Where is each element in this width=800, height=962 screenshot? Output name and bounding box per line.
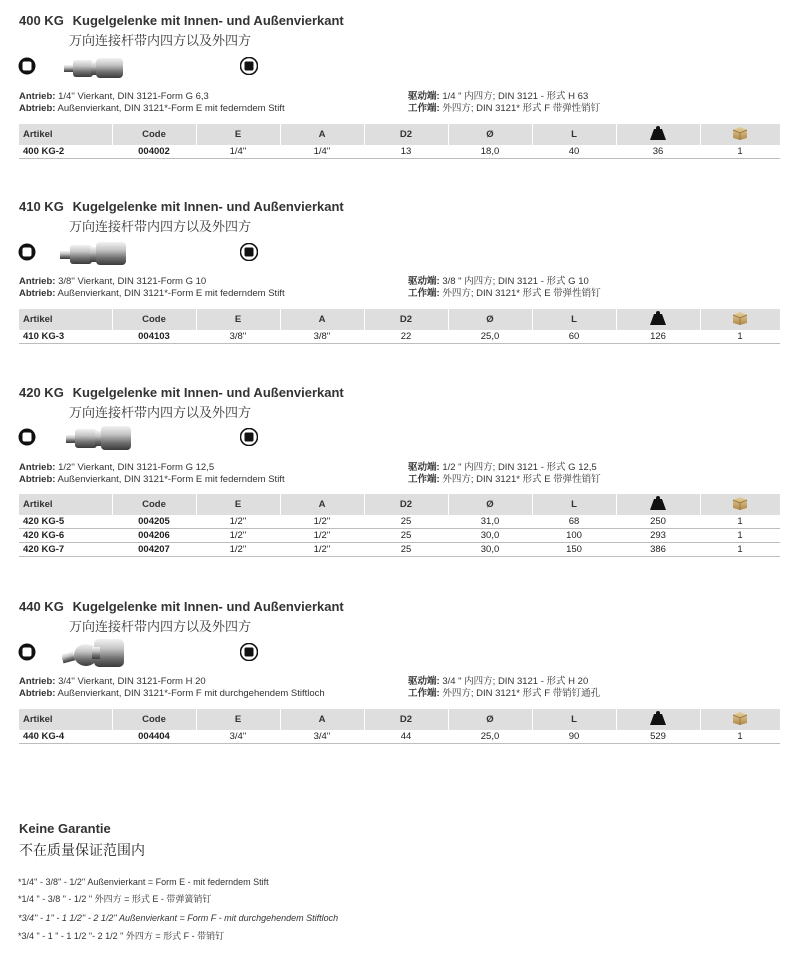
section-heading: Kugelgelenke mit Innen- und Außenvierkant [72, 199, 344, 214]
header-col-a: A [280, 309, 364, 330]
header-col-a: A [280, 709, 364, 730]
col-code: 004002 [112, 145, 196, 159]
antrieb-label: Antrieb: [19, 276, 56, 287]
col-weight: 386 [616, 543, 700, 557]
col-diameter: 18,0 [448, 145, 532, 159]
cn-drive-label: 驱动端: [408, 276, 440, 287]
cn-work-label: 工作端: [408, 103, 440, 114]
model-number: 420 KG [19, 385, 64, 400]
col-length: 90 [532, 730, 616, 744]
col-a: 1/4'' [280, 145, 364, 159]
header-col-artikel: Artikel [19, 124, 112, 145]
col-quantity: 1 [700, 330, 780, 344]
antrieb-label: Antrieb: [19, 462, 56, 473]
drive-description-cn [408, 676, 600, 700]
spec-table [19, 494, 780, 557]
col-e: 3/4'' [196, 730, 280, 744]
header-col-d2: D2 [364, 124, 448, 145]
table-row [19, 515, 780, 529]
abtrieb-label: Abtrieb: [19, 288, 56, 299]
model-number: 440 KG [19, 599, 64, 614]
header-col-artikel: Artikel [19, 709, 112, 730]
col-artikel: 410 KG-3 [19, 330, 112, 344]
abtrieb-label: Abtrieb: [19, 474, 56, 485]
col-a: 3/4'' [280, 730, 364, 744]
weight-icon [616, 309, 700, 330]
col-code: 004205 [112, 515, 196, 529]
section-subtitle-cn: 万向连接杆带内四方以及外四方 [69, 619, 252, 634]
col-artikel: 420 KG-6 [19, 529, 112, 543]
abtrieb-label: Abtrieb: [19, 688, 56, 699]
antrieb-text: 3/4'' Vierkant, DIN 3121-Form H 20 [58, 676, 206, 687]
spec-table [19, 709, 780, 744]
col-a: 1/2'' [280, 543, 364, 557]
col-quantity: 1 [700, 515, 780, 529]
footnote-form-f: *3/4'' - 1'' - 1 1/2'' - 2 1/2'' Außenvierkant = Form F - mit durchgehendem Stiftloch [18, 913, 339, 923]
header-col-d2: D2 [364, 709, 448, 730]
col-e: 1/2'' [196, 515, 280, 529]
footnote-form-e: *1/4'' - 3/8'' - 1/2'' Außenvierkant = Form E - mit federndem Stift [18, 877, 269, 887]
drive-description [19, 676, 325, 700]
col-d2: 44 [364, 730, 448, 744]
header-col-diameter: Ø [448, 709, 532, 730]
antrieb-label: Antrieb: [19, 676, 56, 687]
cn-drive-label: 驱动端: [408, 676, 440, 687]
header-col-code: Code [112, 309, 196, 330]
universal-joint-image [62, 633, 126, 673]
abtrieb-text: Außenvierkant, DIN 3121*-Form E mit federndem Stift [57, 288, 285, 299]
external-square-icon [18, 643, 36, 661]
header-col-code: Code [112, 124, 196, 145]
box-icon [700, 494, 780, 515]
col-code: 004103 [112, 330, 196, 344]
header-col-diameter: Ø [448, 309, 532, 330]
model-number: 400 KG [19, 13, 64, 28]
table-row [19, 730, 780, 744]
header-col-code: Code [112, 494, 196, 515]
section-subtitle-cn: 万向连接杆带内四方以及外四方 [69, 33, 252, 48]
col-a: 1/2'' [280, 515, 364, 529]
abtrieb-label: Abtrieb: [19, 103, 56, 114]
drive-description [19, 91, 285, 115]
section-subtitle-cn: 万向连接杆带内四方以及外四方 [69, 219, 252, 234]
table-header-row [19, 124, 780, 145]
cn-work-label: 工作端: [408, 688, 440, 699]
section-heading: Kugelgelenke mit Innen- und Außenvierkant [72, 385, 344, 400]
header-col-diameter: Ø [448, 494, 532, 515]
section-heading: Kugelgelenke mit Innen- und Außenvierkant [72, 599, 344, 614]
header-col-artikel: Artikel [19, 309, 112, 330]
col-a: 1/2'' [280, 529, 364, 543]
header-col-e: E [196, 309, 280, 330]
col-quantity: 1 [700, 730, 780, 744]
section-title [19, 13, 344, 28]
model-number: 410 KG [19, 199, 64, 214]
header-col-length: L [532, 124, 616, 145]
col-diameter: 30,0 [448, 529, 532, 543]
col-diameter: 25,0 [448, 330, 532, 344]
abtrieb-text: Außenvierkant, DIN 3121*-Form E mit federndem Stift [57, 474, 285, 485]
cn-work-text: 外四方; DIN 3121* 形式 F 带弹性销钉 [442, 103, 601, 114]
col-e: 1/4'' [196, 145, 280, 159]
footnote-form-e-cn: *1/4 " - 3/8 " - 1/2 " 外四方 = 形式 E - 带弹簧销钉 [18, 894, 212, 904]
antrieb-text: 1/4'' Vierkant, DIN 3121-Form G 6,3 [58, 91, 209, 102]
table-row [19, 145, 780, 159]
table-row [19, 529, 780, 543]
col-d2: 25 [364, 529, 448, 543]
col-diameter: 25,0 [448, 730, 532, 744]
col-length: 40 [532, 145, 616, 159]
table-row [19, 330, 780, 344]
header-col-artikel: Artikel [19, 494, 112, 515]
col-code: 004207 [112, 543, 196, 557]
universal-joint-image [66, 423, 132, 453]
col-quantity: 1 [700, 145, 780, 159]
cn-work-text: 外四方; DIN 3121* 形式 F 带销钉通孔 [442, 688, 601, 699]
col-e: 1/2'' [196, 529, 280, 543]
header-col-code: Code [112, 709, 196, 730]
col-a: 3/8'' [280, 330, 364, 344]
no-warranty-heading-cn: 不在质量保证范围内 [19, 842, 145, 858]
antrieb-text: 1/2'' Vierkant, DIN 3121-Form G 12,5 [58, 462, 215, 473]
col-d2: 22 [364, 330, 448, 344]
abtrieb-text: Außenvierkant, DIN 3121*-Form F mit durchgehendem Stiftloch [57, 688, 325, 699]
table-header-row [19, 309, 780, 330]
col-length: 150 [532, 543, 616, 557]
col-weight: 250 [616, 515, 700, 529]
abtrieb-text: Außenvierkant, DIN 3121*-Form E mit federndem Stift [57, 103, 285, 114]
col-artikel: 420 KG-5 [19, 515, 112, 529]
cn-drive-text: 3/4 " 内四方; DIN 3121 - 形式 H 20 [442, 676, 589, 687]
internal-square-icon [240, 428, 258, 446]
header-col-e: E [196, 494, 280, 515]
no-warranty-heading: Keine Garantie [19, 821, 111, 836]
header-col-diameter: Ø [448, 124, 532, 145]
col-length: 68 [532, 515, 616, 529]
table-header-row [19, 709, 780, 730]
col-diameter: 30,0 [448, 543, 532, 557]
cn-drive-label: 驱动端: [408, 91, 440, 102]
internal-square-icon [240, 243, 258, 261]
footnote-form-f-cn: *3/4 " - 1 " - 1 1/2 "- 2 1/2 " 外四方 = 形式 F - 带销钉 [18, 931, 225, 941]
antrieb-text: 3/8'' Vierkant, DIN 3121-Form G 10 [58, 276, 207, 287]
col-d2: 25 [364, 543, 448, 557]
spec-table [19, 124, 780, 159]
drive-description [19, 276, 285, 300]
table-header-row [19, 494, 780, 515]
cn-drive-text: 3/8 " 内四方; DIN 3121 - 形式 G 10 [442, 276, 589, 287]
section-title [19, 385, 344, 400]
header-col-a: A [280, 124, 364, 145]
col-diameter: 31,0 [448, 515, 532, 529]
col-weight: 529 [616, 730, 700, 744]
external-square-icon [18, 428, 36, 446]
section-heading: Kugelgelenke mit Innen- und Außenvierkant [72, 13, 344, 28]
header-col-a: A [280, 494, 364, 515]
col-e: 3/8'' [196, 330, 280, 344]
box-icon [700, 124, 780, 145]
cn-drive-text: 1/4 " 内四方; DIN 3121 - 形式 H 63 [442, 91, 589, 102]
header-col-length: L [532, 709, 616, 730]
cn-work-label: 工作端: [408, 288, 440, 299]
antrieb-label: Antrieb: [19, 91, 56, 102]
cn-work-label: 工作端: [408, 474, 440, 485]
weight-icon [616, 494, 700, 515]
weight-icon [616, 124, 700, 145]
col-quantity: 1 [700, 543, 780, 557]
col-artikel: 420 KG-7 [19, 543, 112, 557]
universal-joint-image [64, 54, 124, 82]
spec-table [19, 309, 780, 344]
col-code: 004206 [112, 529, 196, 543]
cn-drive-text: 1/2 " 内四方; DIN 3121 - 形式 G 12,5 [442, 462, 597, 473]
header-col-d2: D2 [364, 494, 448, 515]
col-length: 60 [532, 330, 616, 344]
header-col-length: L [532, 494, 616, 515]
drive-description-cn [408, 91, 600, 115]
section-title [19, 199, 344, 214]
col-weight: 293 [616, 529, 700, 543]
col-length: 100 [532, 529, 616, 543]
universal-joint-image [60, 238, 126, 270]
col-code: 004404 [112, 730, 196, 744]
box-icon [700, 709, 780, 730]
box-icon [700, 309, 780, 330]
col-weight: 126 [616, 330, 700, 344]
col-weight: 36 [616, 145, 700, 159]
header-col-e: E [196, 124, 280, 145]
header-col-e: E [196, 709, 280, 730]
weight-icon [616, 709, 700, 730]
col-d2: 25 [364, 515, 448, 529]
col-artikel: 440 KG-4 [19, 730, 112, 744]
col-quantity: 1 [700, 529, 780, 543]
external-square-icon [18, 57, 36, 75]
section-subtitle-cn: 万向连接杆带内四方以及外四方 [69, 405, 252, 420]
drive-description-cn [408, 462, 601, 486]
drive-description-cn [408, 276, 601, 300]
header-col-d2: D2 [364, 309, 448, 330]
cn-work-text: 外四方; DIN 3121* 形式 E 带弹性销钉 [442, 288, 601, 299]
col-e: 1/2'' [196, 543, 280, 557]
col-artikel: 400 KG-2 [19, 145, 112, 159]
table-row [19, 543, 780, 557]
internal-square-icon [240, 57, 258, 75]
drive-description [19, 462, 285, 486]
internal-square-icon [240, 643, 258, 661]
col-d2: 13 [364, 145, 448, 159]
cn-drive-label: 驱动端: [408, 462, 440, 473]
external-square-icon [18, 243, 36, 261]
header-col-length: L [532, 309, 616, 330]
cn-work-text: 外四方; DIN 3121* 形式 E 带弹性销钉 [442, 474, 601, 485]
section-title [19, 599, 344, 614]
